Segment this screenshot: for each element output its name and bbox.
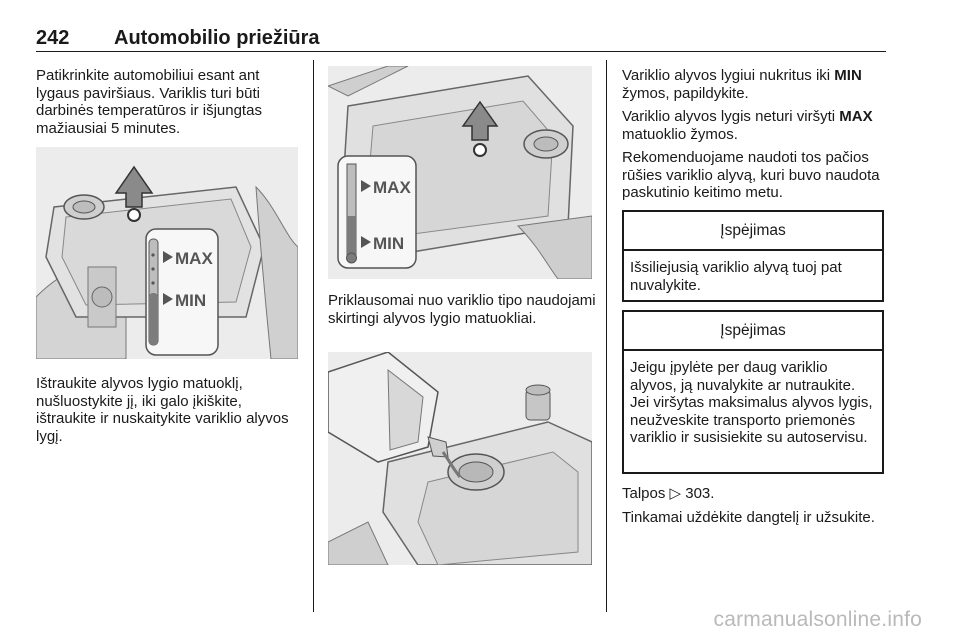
column-3-footer-text (622, 485, 888, 526)
engine-illustration-2 (328, 66, 592, 279)
min-level-paragraph (622, 67, 888, 102)
check-level-paragraph: Patikrinkite automobiliui esant ant lygaus paviršiaus. Variklis turi būti darbinės temperatūros ir išjungtas mažiausiai 5 minutes. (36, 67, 262, 137)
warning-box-2 (622, 310, 884, 474)
watermark: carmanualsonline.info (713, 608, 922, 631)
max-level-tail: matuoklio žymos. (622, 125, 738, 143)
capacity-reference-page[interactable]: 303. (681, 485, 715, 502)
max-mark-label-1: MAX (175, 249, 213, 268)
min-level-text: Variklio alyvos lygiui nukritus iki (622, 67, 835, 84)
column-2-text (328, 292, 596, 327)
oil-filling-figure (328, 352, 592, 565)
capacity-reference (622, 485, 888, 503)
column-divider-2 (606, 60, 607, 612)
oil-filling-illustration (328, 352, 592, 565)
page-header (36, 27, 886, 51)
column-divider-1 (313, 60, 314, 612)
dipstick-instructions-paragraph: Ištraukite alyvos lygio matuoklį, nušluostykite jį, iki galo įkiškite, ištraukite ir nuskaitykite variklio alyvos lygį. (36, 375, 289, 445)
min-level-tail: žymos, papildykite. (622, 84, 749, 102)
chapter-title: Automobilio priežiūra (114, 27, 320, 49)
engine-dipstick-figure-2 (328, 66, 592, 279)
column-1-instructions (36, 375, 304, 445)
warning-body-1: Išsiliejusią variklio alyvą tuoj pat nuvalykite. (630, 259, 842, 294)
page-reference-icon: ▷ (669, 485, 682, 502)
cap-instruction-paragraph: Tinkamai uždėkite dangtelį ir užsukite. (622, 508, 875, 526)
max-keyword: MAX (839, 108, 873, 125)
engine-illustration-1 (36, 147, 298, 359)
warning-box-1 (622, 210, 884, 302)
engine-dipstick-figure-1 (36, 147, 298, 359)
warning-title-1: Įspėjimas (624, 212, 882, 251)
min-mark-label-1: MIN (175, 291, 207, 310)
min-keyword: MIN (834, 67, 862, 84)
page-number: 242 (36, 27, 70, 49)
capacity-reference-text: Talpos (622, 485, 670, 502)
max-level-paragraph (622, 108, 888, 143)
oil-recommendation-paragraph: Rekomenduojame naudoti tos pačios rūšies variklio alyvą, kuri buvo naudota paskutinio keitimo metu. (622, 149, 880, 201)
dipstick-types-paragraph: Priklausomai nuo variklio tipo naudojami skirtingi alyvos lygio matuokliai. (328, 292, 596, 327)
max-level-text: Variklio alyvos lygis neturi viršyti (622, 108, 840, 125)
column-1-intro (36, 67, 304, 137)
max-mark-label-2: MAX (373, 178, 411, 197)
column-3-text (622, 67, 888, 202)
warning-title-2: Įspėjimas (624, 312, 882, 351)
header-rule (36, 51, 886, 52)
warning-body-2: Jeigu įpylėte per daug variklio alyvos, ją nuvalykite ar nutraukite. Jei viršytas maksimalus alyvos lygis, neužveskite transporto priemonės variklio ir susisiekite su autoservisu. (630, 359, 873, 446)
min-mark-label-2: MIN (373, 234, 405, 253)
